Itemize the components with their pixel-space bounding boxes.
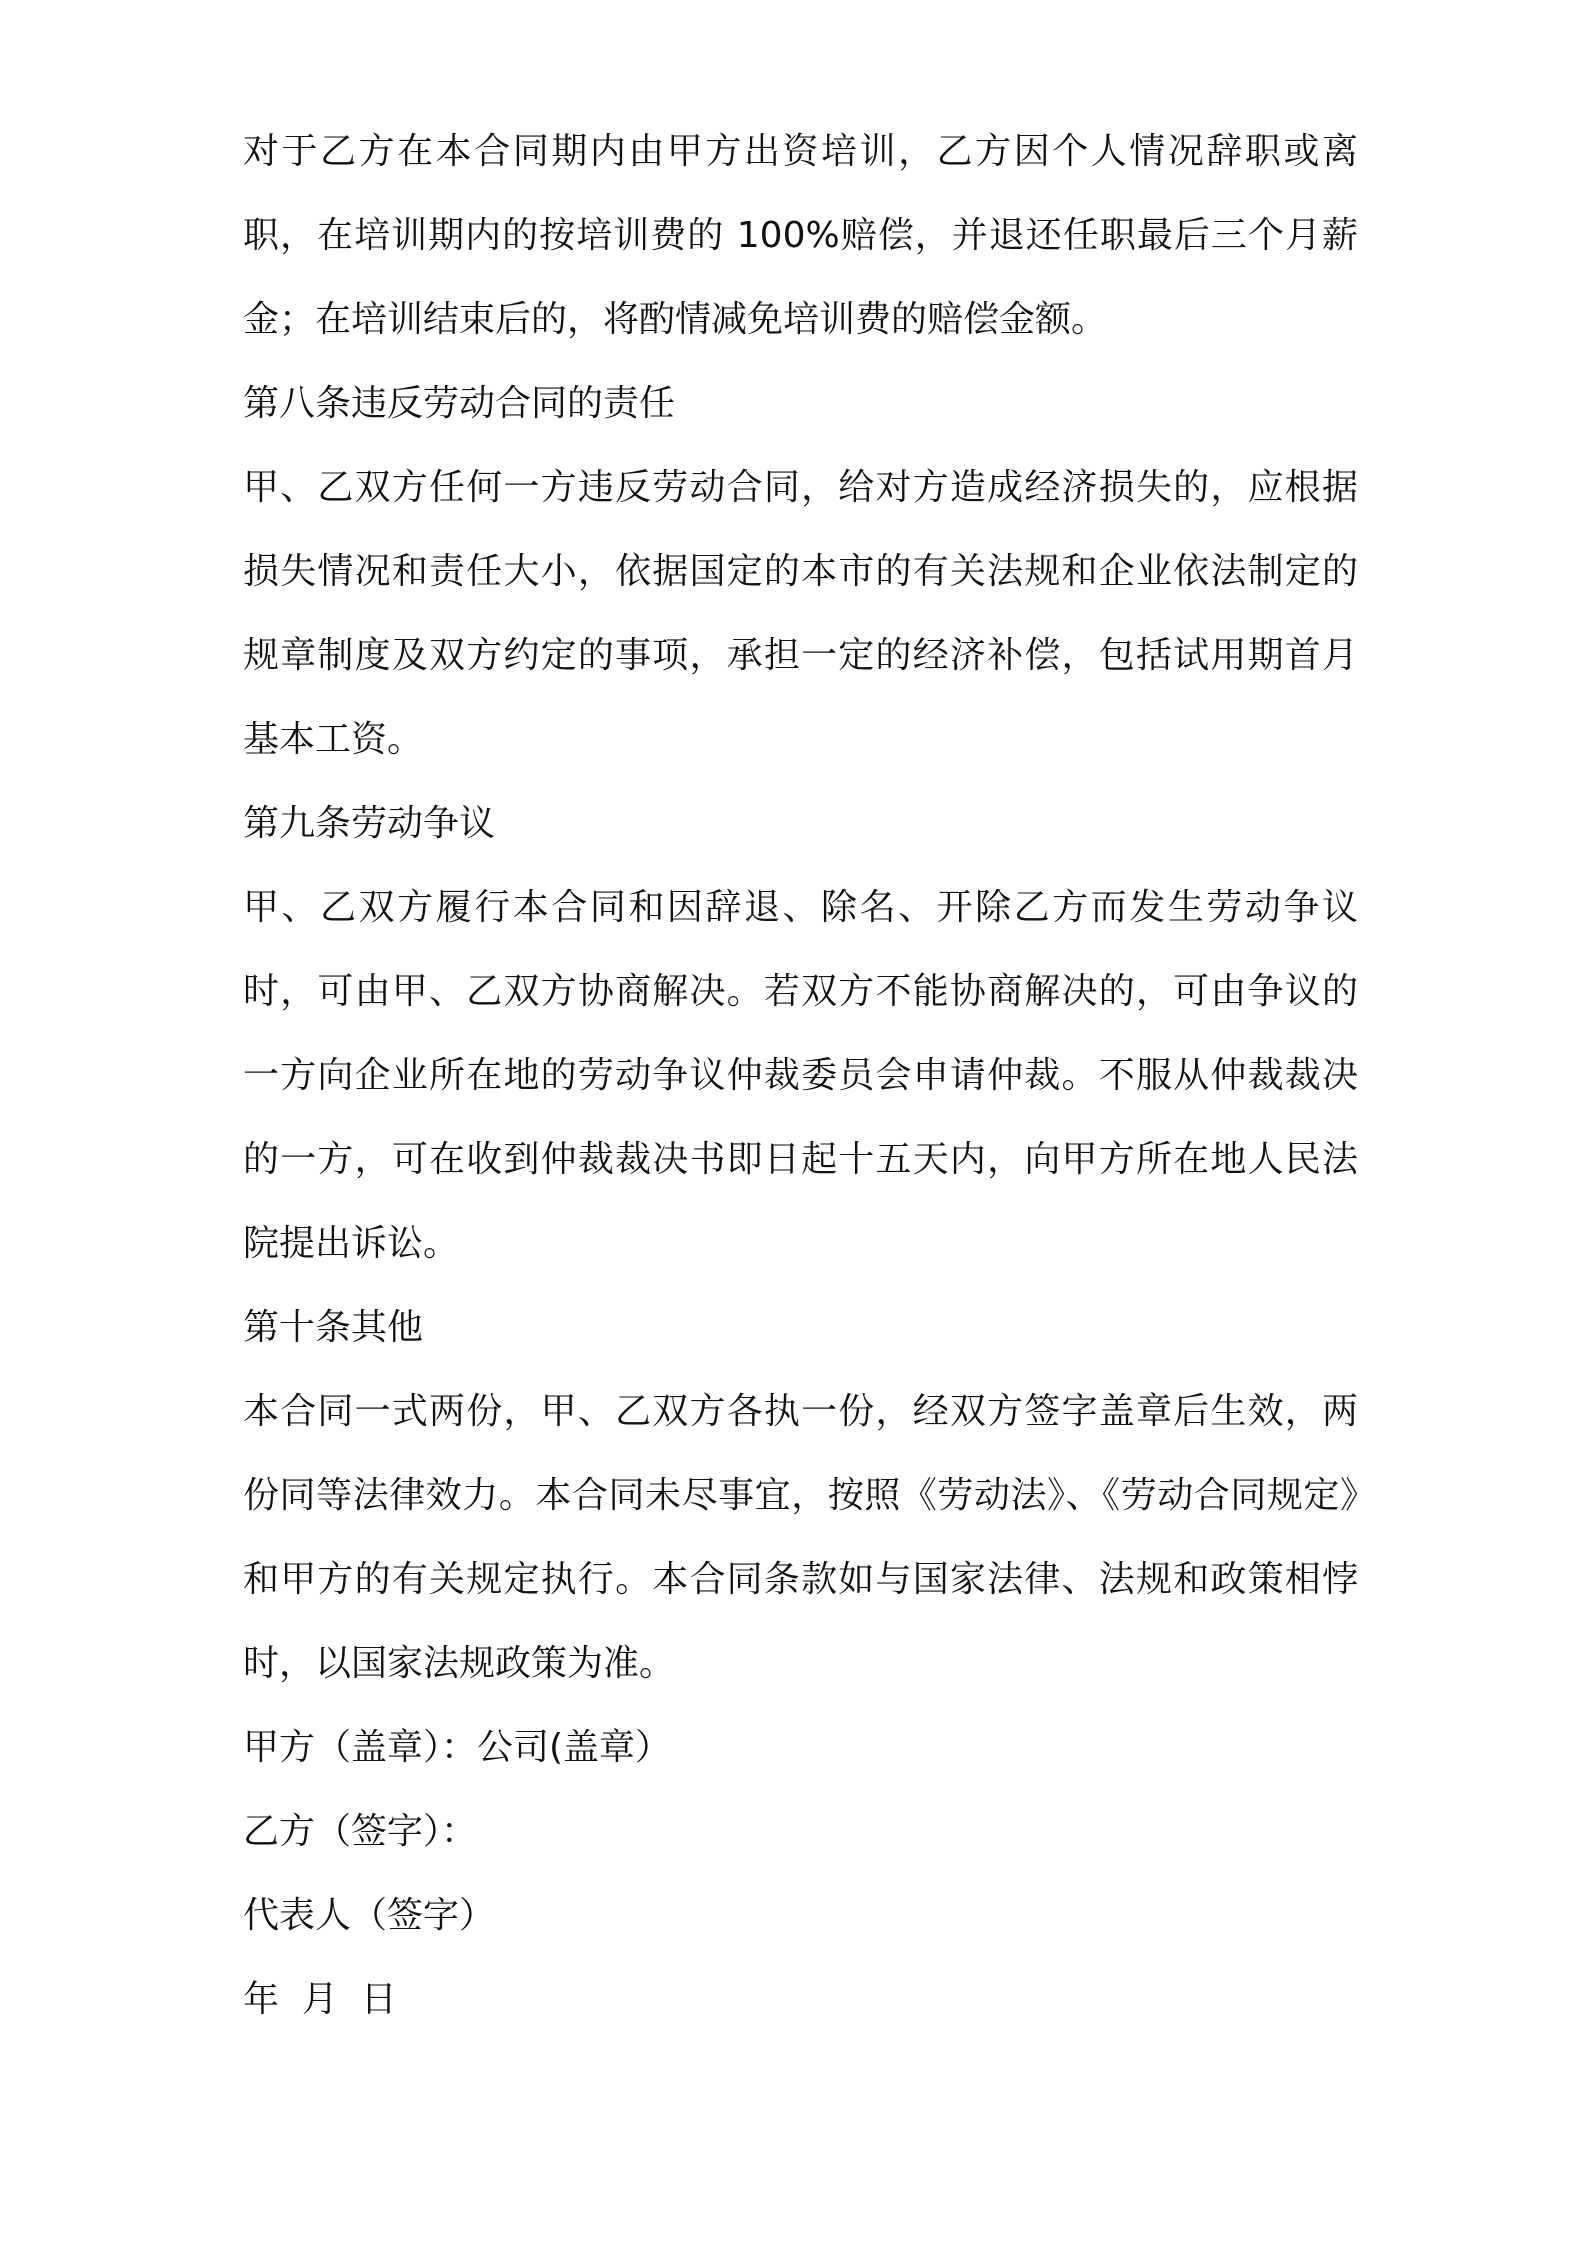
party-b-signature-line: 乙方（签字）： xyxy=(243,1811,478,1852)
document-body xyxy=(243,110,1358,2042)
article-9-heading: 第九条劳动争议 xyxy=(243,803,496,844)
date-line: 年 月 日 xyxy=(243,1979,397,2020)
article-8-heading: 第八条违反劳动合同的责任 xyxy=(243,383,676,424)
representative-signature-line: 代表人（签字） xyxy=(243,1895,496,1936)
article-9-paragraph: 甲、乙双方履行本合同和因辞退、除名、开除乙方而发生劳动争议时，可由甲、乙双方协商解决。若双方不能协商解决的，可由争议的一方向企业所在地的劳动争议仲裁委员会申请仲裁。不服从仲裁裁决的一方，可在收到仲裁裁决书即日起十五天内，向甲方所在地人民法院提出诉讼。 xyxy=(243,887,1358,1264)
training-compensation-paragraph: 对于乙方在本合同期内由甲方出资培训，乙方因个人情况辞职或离职，在培训期内的按培训费的 100%赔偿，并退还任职最后三个月薪金；在培训结束后的，将酌情减免培训费的赔偿金额。 xyxy=(243,131,1358,340)
article-10-paragraph: 本合同一式两份，甲、乙双方各执一份，经双方签字盖章后生效，两份同等法律效力。本合同未尽事宜，按照《劳动法》、《劳动合同规定》和甲方的有关规定执行。本合同条款如与国家法律、法规和政策相悖时，以国家法规政策为准。 xyxy=(243,1391,1358,1684)
article-8-paragraph: 甲、乙双方任何一方违反劳动合同，给对方造成经济损失的，应根据损失情况和责任大小，依据国定的本市的有关法规和企业依法制定的规章制度及双方约定的事项，承担一定的经济补偿，包括试用期首月基本工资。 xyxy=(243,467,1358,760)
article-10-heading: 第十条其他 xyxy=(243,1307,424,1348)
party-a-seal-line: 甲方（盖章）：公司(盖章） xyxy=(243,1727,672,1768)
